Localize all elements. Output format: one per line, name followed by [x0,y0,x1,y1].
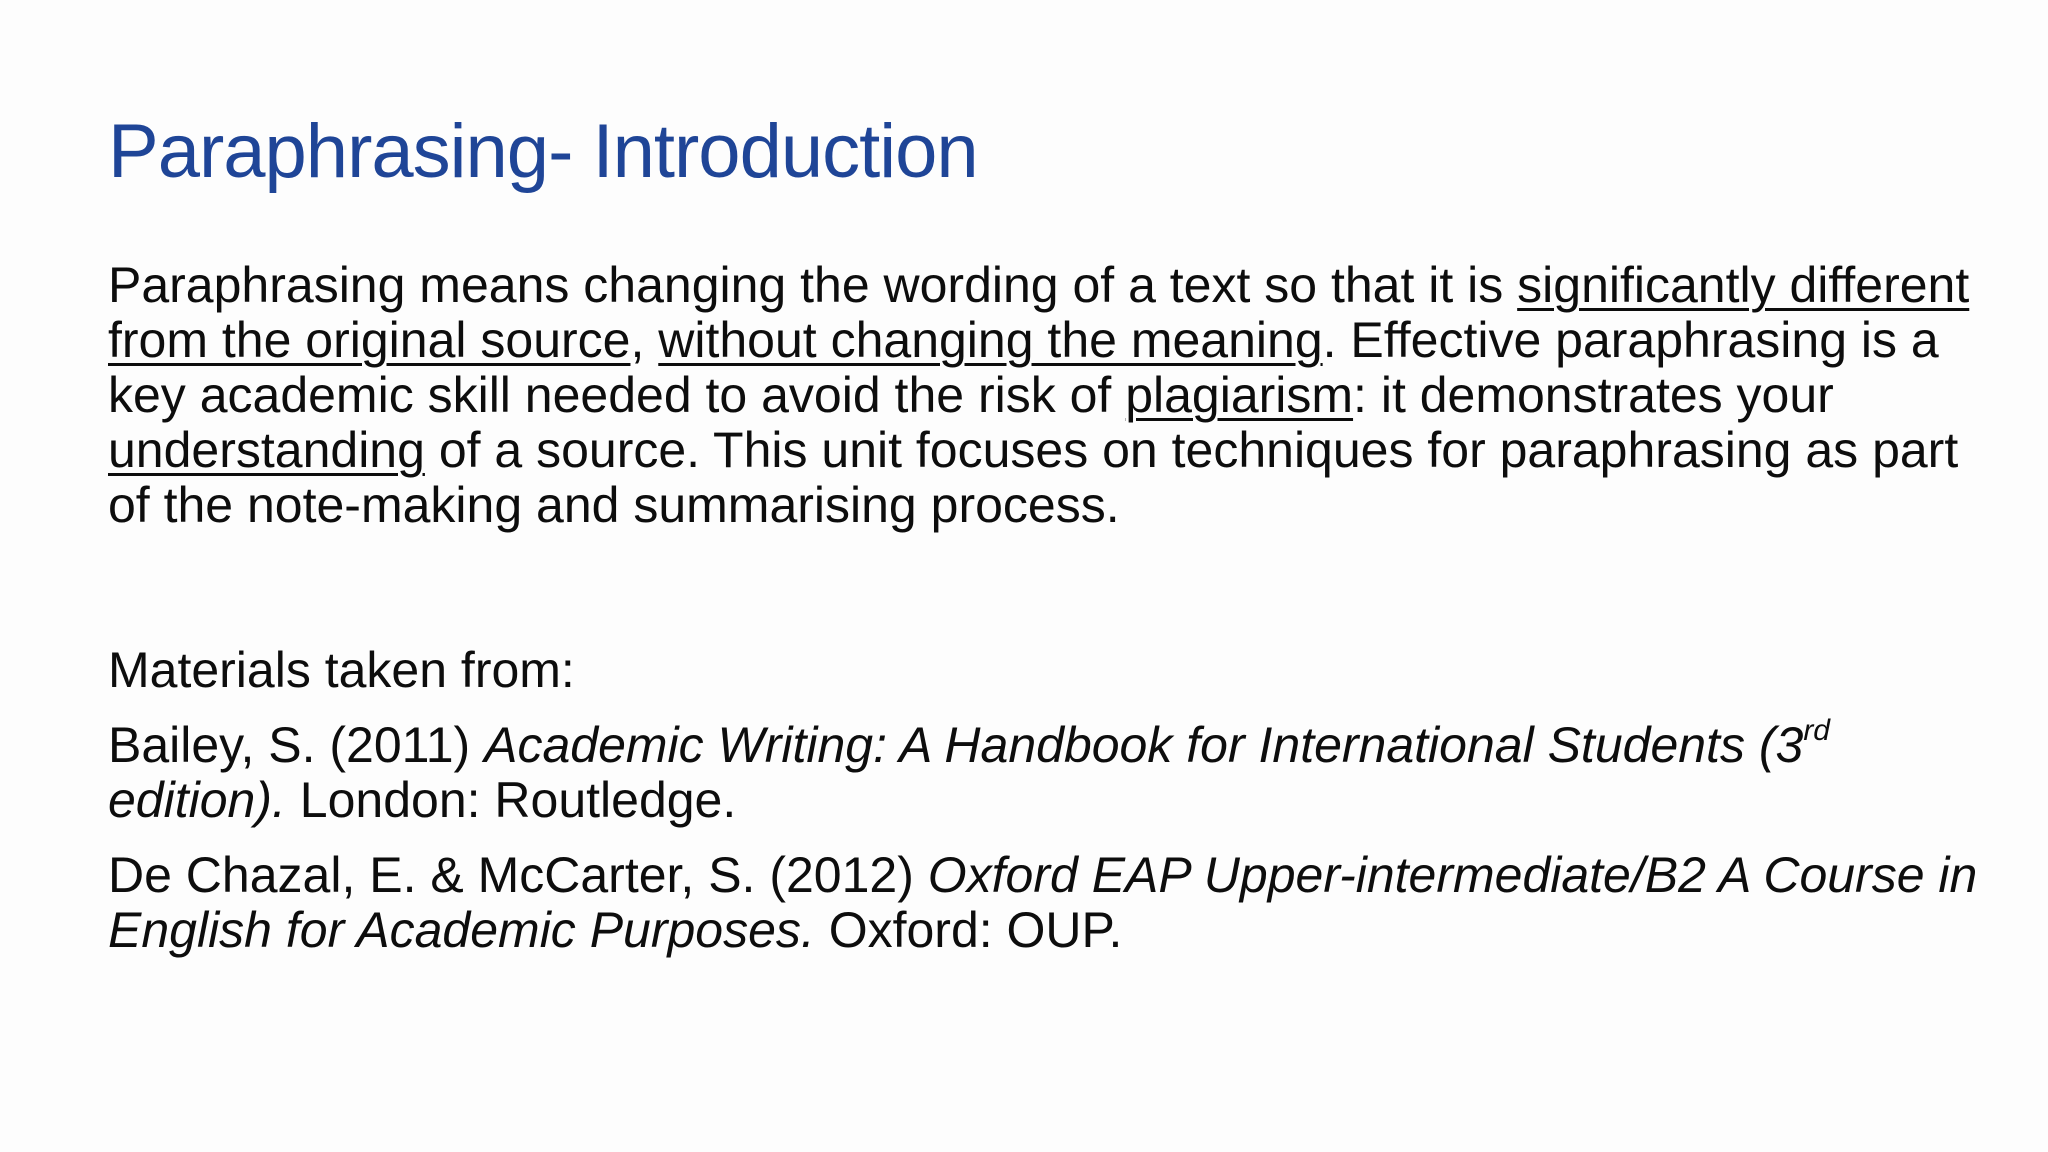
intro-underline-1: significantly different from the original source [108,257,1970,368]
reference-title-continued: edition). [108,772,286,828]
intro-text-4: : it demonstrates your [1353,367,1834,423]
slide-body [108,258,1988,958]
slide-title: Paraphrasing- Introduction [108,109,978,194]
reference-author: De Chazal, E. & McCarter, S. (2012) [108,847,928,903]
reference-title: Academic Writing: A Handbook for International Students (3 [484,717,1804,773]
intro-text-3: . Effective paraphrasing is a key academic skill needed to avoid the risk of [108,312,1939,423]
reference-publisher: Oxford: OUP. [814,902,1123,958]
intro-text-2: , [630,312,659,368]
reference-item [108,714,1988,828]
intro-text-1: Paraphrasing means changing the wording of a text so that it is [108,257,1518,313]
intro-text-5: of a source. This unit focuses on techniques for paraphrasing as part of the note-making and summarising process. [108,422,1959,533]
reference-publisher: London: Routledge. [285,772,737,828]
reference-title: Oxford EAP Upper-intermediate/B2 A Course in English for Academic Purposes. [108,847,1978,958]
intro-underline-4: understanding [108,422,425,478]
reference-item [108,848,1988,958]
reference-superscript: rd [1803,714,1830,747]
materials-heading: Materials taken from: [108,642,575,698]
intro-underline-2: without changing the meaning [658,312,1323,368]
reference-author: Bailey, S. (2011) [108,717,485,773]
intro-underline-3: plagiarism [1125,367,1354,423]
intro-paragraph [108,258,1988,533]
